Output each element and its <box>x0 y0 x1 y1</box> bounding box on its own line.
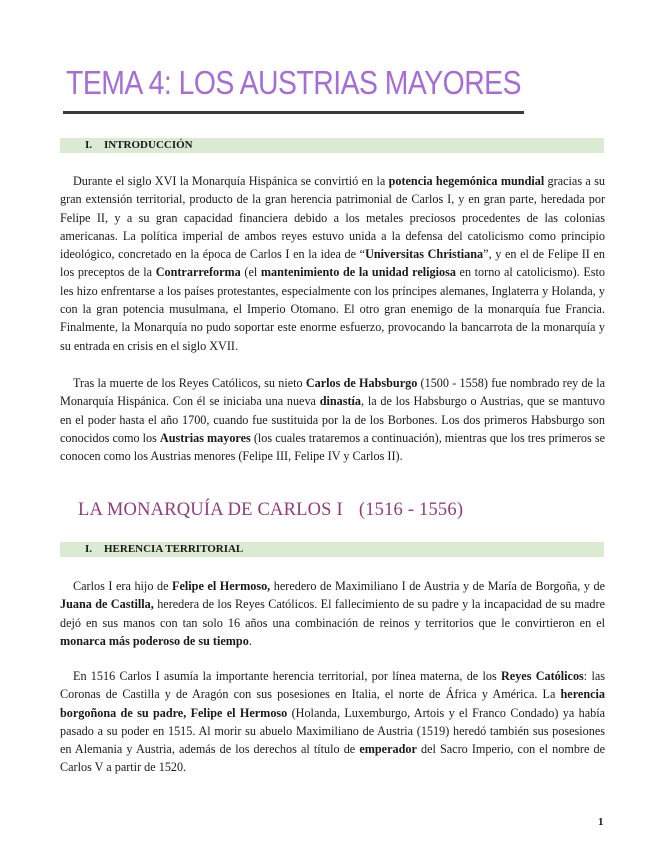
intro-heading-number: I. <box>85 139 93 151</box>
bold-phrase: dinastía <box>319 394 362 409</box>
intro-heading-bar <box>60 138 604 153</box>
bold-phrase: Austrias mayores <box>159 430 251 445</box>
bold-phrase: Felipe el Hermoso, <box>172 579 271 593</box>
page-number: 1 <box>598 816 604 828</box>
herencia-heading-bar <box>60 542 604 557</box>
bold-phrase: Carlos de Habsburgo <box>305 376 418 390</box>
herencia-heading: HERENCIA TERRITORIAL <box>104 543 244 555</box>
herencia-paragraph-1: Carlos I era hijo de Felipe el Hermoso, heredero de Maximiliano I de Austria y de María de Borgoña, y de Juana de Castilla, heredera de los Reyes Católicos. El fallecimiento de su padre y la incapacidad de su madre dejó en sus manos con tan solo 16 años una combinación de reinos y territorios que le convirtieron en el monarca más poderoso de su tiempo. <box>60 579 606 648</box>
intro-paragraph-2: Tras la muerte de los Reyes Católicos, su nieto Carlos de Habsburgo (1500 - 1558) fue nombrado rey de la Monarquía Hispánica. Con él se iniciaba una nueva dinastía, la de los Habsburgo o Austrias, que se mantuvo en el poder hasta el año 1700, cuando fue sustituida por la de los Borbones. Los dos primeros Habsburgo son conocidos como los Austrias mayores (los cuales trataremos a continuación), mientras que los tres primeros se conocen como los Austrias menores (Felipe III, Felipe IV y Carlos II). <box>60 376 605 464</box>
bold-phrase: mantenimiento de la unidad religiosa <box>260 265 456 280</box>
bold-phrase: emperador <box>359 742 417 757</box>
section-title <box>78 500 463 521</box>
intro-paragraph-1: Durante el siglo XVI la Monarquía Hispánica se convirtió en la potencia hegemónica mundial gracias a su gran extensión territorial, producto de la gran herencia patrimonial de Carlos I, y en gran parte, heredada por Felipe II, y a su gran capacidad financiera debido a los metales preciosos procedentes de las colonias americanas. La política imperial de ambos reyes estuvo unida a la defensa del catolicismo como principio ideológico, concretado en la época de Carlos I en la idea de “Universitas Christiana”, y en el de Felipe II en los preceptos de la Contrarreforma (el mantenimiento de la unidad religiosa en torno al catolicismo). Esto les hizo enfrentarse a los países protestantes, especialmente con los príncipes alemanes, Inglaterra y Holanda, y con la gran potencia musulmana, el Imperio Otomano. El otro gran enemigo de la monarquía fue Francia. Finalmente, la Monarquía no pudo soportar este enorme esfuerzo, provocando la bancarrota de la monarquía y su entrada en crisis en el siglo XVII. <box>60 174 606 353</box>
bold-phrase: monarca más poderoso de su tiempo <box>60 633 249 648</box>
section-title-text: LA MONARQUÍA DE CARLOS I <box>78 500 343 520</box>
intro-heading: INTRODUCCIÓN <box>104 139 193 151</box>
bold-phrase: Contrarreforma <box>155 265 241 280</box>
herencia-paragraph-2: En 1516 Carlos I asumía la importante herencia territorial, por línea materna, de los Reyes Católicos: las Coronas de Castilla y de Aragón con sus posesiones en Italia, el norte de África y América. La herencia borgoñona de su padre, Felipe el Hermoso (Holanda, Luxemburgo, Artois y el Franco Condado) ya había pasado a su poder en 1515. Al morir su abuelo Maximiliano de Austria (1519) heredó también sus posesiones en Alemania y Austria, además de los derechos al título de emperador del Sacro Imperio, con el nombre de Carlos V a partir de 1520. <box>60 669 605 775</box>
section-years: (1516 - 1556) <box>358 500 464 520</box>
herencia-heading-number: I. <box>85 543 93 555</box>
title-underline <box>63 111 524 114</box>
bold-phrase: potencia hegemónica mundial <box>388 174 545 188</box>
bold-phrase: herencia borgoñona de su padre, Felipe el Hermoso <box>60 687 605 720</box>
bold-phrase: Reyes Católicos <box>500 669 584 683</box>
bold-phrase: Juana de Castilla, <box>60 597 154 612</box>
page-title: TEMA 4: LOS AUSTRIAS MAYORES <box>66 64 522 101</box>
bold-phrase: Universitas Christiana <box>365 247 484 262</box>
